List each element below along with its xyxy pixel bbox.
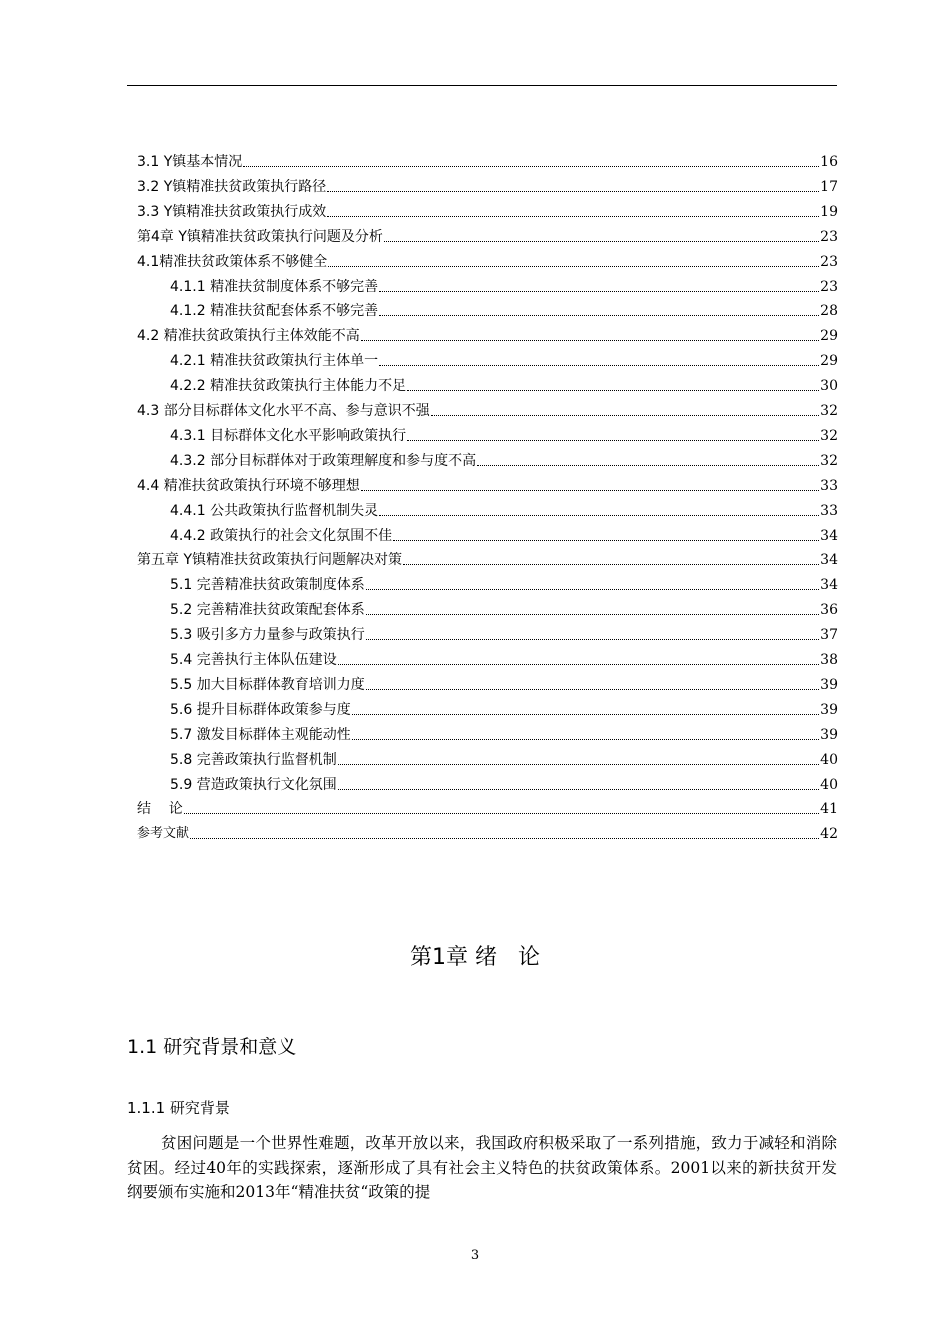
subsection-heading: 1.1.1 研究背景 [127,1099,230,1117]
toc-entry[interactable] [137,173,838,197]
toc-entry-label: 5.4 完善执行主体队伍建设 [170,652,337,668]
toc-entry-page: 28 [820,303,838,320]
toc-entry-label: 5.7 激发目标群体主观能动性 [170,726,351,743]
header-rule [127,85,837,86]
toc-leader-dots [366,614,819,615]
toc-entry[interactable] [170,522,838,546]
toc-leader-dots [477,465,819,466]
toc-entry[interactable] [170,671,838,695]
toc-entry[interactable] [170,596,838,620]
toc-entry[interactable] [137,198,838,222]
toc-entry[interactable] [170,571,838,595]
toc-entry-label: 4.1.1 精准扶贫制度体系不够完善 [170,278,379,295]
toc-leader-dots [327,216,819,217]
toc-entry-page: 33 [820,477,838,494]
toc-entry[interactable] [137,322,838,346]
toc-entry-label: 4.2 精准扶贫政策执行主体效能不高 [137,328,360,345]
toc-leader-dots [338,789,819,790]
toc-entry-page: 40 [820,776,838,793]
toc-entry-label: 4.1.2 精准扶贫配套体系不够完善 [170,303,379,320]
toc-entry-page: 34 [820,552,838,569]
toc-entry[interactable] [170,696,838,720]
toc-entry[interactable] [170,646,838,670]
toc-entry-label: 4.2.2 精准扶贫政策执行主体能力不足 [170,378,407,395]
toc-entry-page: 32 [820,427,838,444]
toc-entry-label: 4.3.1 目标群体文化水平影响政策执行 [170,427,407,444]
toc-entry-page: 32 [820,452,838,469]
toc-leader-dots [328,266,819,267]
chapter-title: 第1章 绪 论 [410,945,540,970]
toc-entry[interactable] [137,795,838,819]
toc-leader-dots [403,564,819,565]
toc-leader-dots [327,191,819,192]
toc-entry[interactable] [137,397,838,421]
toc-entry-label: 3.3 Y镇精准扶贫政策执行成效 [137,203,327,220]
toc-leader-dots [384,241,819,242]
toc-entry-page: 37 [820,627,838,644]
toc-entry-label: 第五章 Y镇精准扶贫政策执行问题解决对策 [137,552,403,569]
toc-entry-page: 29 [820,353,838,370]
toc-leader-dots [352,714,819,715]
body-paragraph: 贫困问题是一个世界性难题，改革开放以来，我国政府积极采取了一系列措施，致力于减轻和消除贫困。经过40年的实践探索，逐渐形成了具有社会主义特色的扶贫政策体系。2001以来的新扶贫开发纲要颁布实施和2013年“精准扶贫“政策的提 [127,1134,837,1201]
toc-entry-label: 4.4 精准扶贫政策执行环境不够理想 [137,477,360,494]
toc-entry[interactable] [170,347,838,371]
toc-entry-label: 5.2 完善精准扶贫政策配套体系 [170,602,365,619]
toc-leader-dots [338,764,819,765]
toc-entry-page: 42 [820,826,838,843]
toc-entry-page: 41 [820,801,838,818]
toc-entry-page: 36 [820,602,838,619]
toc-entry[interactable] [137,248,838,272]
toc-entry-label: 4.2.1 精准扶贫政策执行主体单一 [170,353,379,370]
toc-leader-dots [366,689,819,690]
toc-entry-label: 4.1精准扶贫政策体系不够健全 [137,253,328,270]
toc-entry-label: 5.8 完善政策执行监督机制 [170,751,337,768]
toc-entry[interactable] [170,497,838,521]
section-heading: 1.1 研究背景和意义 [127,1036,297,1058]
toc-entry-page: 23 [820,278,838,295]
toc-entry[interactable] [137,223,838,247]
toc-entry-page: 32 [820,403,838,419]
toc-leader-dots [361,490,819,491]
toc-entry-label: 3.2 Y镇精准扶贫政策执行路径 [137,178,327,195]
toc-entry-page: 23 [820,228,838,245]
toc-leader-dots [352,739,819,740]
toc-leader-dots [393,540,819,541]
toc-entry[interactable] [137,148,838,172]
toc-leader-dots [366,589,819,590]
toc-entry[interactable] [137,820,838,844]
toc-entry-label: 4.4.2 政策执行的社会文化氛围不佳 [170,527,393,544]
toc-entry[interactable] [170,422,838,446]
toc-leader-dots [407,390,819,391]
toc-entry-label: 结 论 [137,801,183,818]
toc-entry-label: 5.9 营造政策执行文化氛围 [170,776,337,793]
toc-entry[interactable] [170,372,838,396]
toc-leader-dots [379,365,819,366]
toc-entry[interactable] [170,746,838,770]
toc-entry-page: 19 [820,203,838,220]
toc-entry-page: 39 [820,726,838,743]
toc-entry-label: 5.3 吸引多方力量参与政策执行 [170,627,365,644]
toc-entry-label: 第4章 Y镇精准扶贫政策执行问题及分析 [137,228,383,245]
toc-entry-page: 30 [820,378,838,395]
toc-leader-dots [379,515,819,516]
page-number: 3 [470,1248,480,1263]
toc-leader-dots [190,838,819,839]
toc-entry-label: 4.3 部分目标群体文化水平不高、参与意识不强 [137,403,430,419]
toc-entry-page: 34 [820,577,838,594]
toc-entry-page: 39 [820,701,838,718]
toc-leader-dots [407,440,819,441]
toc-entry[interactable] [137,472,838,496]
toc-entry-page: 40 [820,751,838,768]
toc-leader-dots [338,664,819,665]
toc-entry-page: 38 [820,652,838,668]
toc-entry[interactable] [170,621,838,645]
toc-entry-label: 5.1 完善精准扶贫政策制度体系 [170,577,365,594]
toc-entry[interactable] [170,297,838,321]
toc-entry-page: 33 [820,502,838,519]
toc-entry-label: 3.1 Y镇基本情况 [137,154,243,170]
toc-entry-label: 参考文献 [137,826,190,842]
toc-entry[interactable] [170,721,838,745]
toc-leader-dots [361,340,819,341]
toc-entry-page: 17 [820,178,838,195]
toc-entry-label: 4.3.2 部分目标群体对于政策理解度和参与度不高 [170,452,477,469]
toc-leader-dots [366,639,819,640]
toc-entry-page: 29 [820,328,838,345]
toc-entry-page: 39 [820,676,838,693]
toc-leader-dots [243,166,819,167]
toc-entry[interactable] [137,546,838,570]
toc-leader-dots [379,291,819,292]
toc-entry[interactable] [170,447,838,471]
toc-entry[interactable] [170,273,838,297]
toc-entry-page: 34 [820,527,838,544]
toc-leader-dots [184,813,819,814]
toc-entry[interactable] [170,771,838,795]
toc-entry-page: 23 [820,253,838,270]
toc-leader-dots [379,315,819,316]
toc-leader-dots [431,415,819,416]
toc-entry-label: 5.6 提升目标群体政策参与度 [170,701,351,718]
toc-entry-page: 16 [820,154,838,170]
toc-entry-label: 5.5 加大目标群体教育培训力度 [170,676,365,693]
toc-entry-label: 4.4.1 公共政策执行监督机制失灵 [170,502,379,519]
